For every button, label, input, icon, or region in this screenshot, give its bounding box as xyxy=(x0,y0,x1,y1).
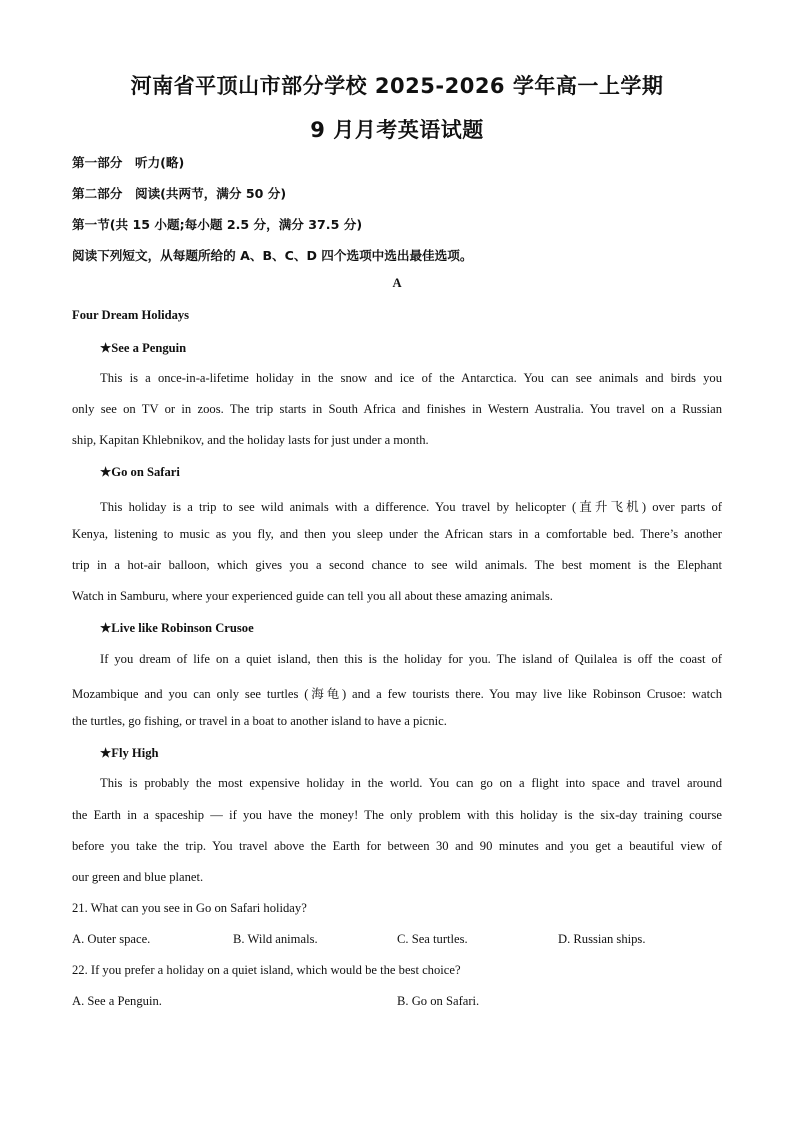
passage-title: Four Dream Holidays xyxy=(72,308,190,322)
question-21-option-c: C. Sea turtles. xyxy=(397,932,468,946)
question-21-stem: 21. What can you see in Go on Safari holiday? xyxy=(72,901,307,915)
paragraph-line: ship, Kapitan Khlebnikov, and the holiday lasts for just under a month. xyxy=(72,433,429,447)
holiday-heading-safari: ★Go on Safari xyxy=(100,465,180,479)
part1-label: 第一部分 听力(略) xyxy=(72,155,185,170)
paragraph-line: Mozambique and you can only see turtles (海龟) and a few tourists there. You may live like Robinson Crusoe: watch xyxy=(72,687,722,701)
holiday-heading-penguin: ★See a Penguin xyxy=(100,341,187,355)
holiday-heading-crusoe: ★Live like Robinson Crusoe xyxy=(100,621,254,635)
paragraph-line: This holiday is a trip to see wild animals with a difference. You travel by helicopter (直升飞机) over parts of xyxy=(100,500,722,514)
question-21-option-b: B. Wild animals. xyxy=(233,932,318,946)
holiday-heading-fly-high: ★Fly High xyxy=(100,746,159,760)
paragraph-line: Watch in Samburu, where your experienced guide can tell you all about these amazing animals. xyxy=(72,589,553,603)
paragraph-line: trip in a hot-air balloon, which gives you a second chance to see wild animals. The best moment is the Elephant xyxy=(72,558,722,572)
section1-label: 第一节(共 15 小题;每小题 2.5 分，满分 37.5 分) xyxy=(72,217,363,232)
part2-label: 第二部分 阅读(共两节，满分 50 分) xyxy=(72,186,287,201)
paragraph-line: only see on TV or in zoos. The trip starts in South Africa and finishes in Western Australia. You travel on a Russian xyxy=(72,402,722,416)
reading-instruction: 阅读下列短文，从每题所给的 A、B、C、D 四个选项中选出最佳选项。 xyxy=(72,248,473,263)
paragraph-line: This is a once-in-a-lifetime holiday in the snow and ice of the Antarctica. You can see animals and birds you xyxy=(100,371,722,385)
passage-label: A xyxy=(392,276,402,290)
question-21-option-d: D. Russian ships. xyxy=(558,932,646,946)
paragraph-line: the Earth in a spaceship — if you have the money! The only problem with this holiday is the six-day training course xyxy=(72,808,722,822)
paragraph-line: This is probably the most expensive holiday in the world. You can go on a flight into space and travel around xyxy=(100,776,722,790)
paragraph-line: our green and blue planet. xyxy=(72,870,204,884)
paragraph-line: before you take the trip. You travel above the Earth for between 30 and 90 minutes and you get a beautiful view of xyxy=(72,839,722,853)
exam-title-line2: 9 月月考英语试题 xyxy=(310,118,484,142)
paragraph-line: Kenya, listening to music as you fly, and then you sleep under the African stars in a comfortable bed. There’s another xyxy=(72,527,722,541)
question-22-option-b: B. Go on Safari. xyxy=(397,994,480,1008)
paragraph-line: the turtles, go fishing, or travel in a boat to another island to have a picnic. xyxy=(72,714,447,728)
question-22-option-a: A. See a Penguin. xyxy=(72,994,162,1008)
question-22-stem: 22. If you prefer a holiday on a quiet island, which would be the best choice? xyxy=(72,963,461,977)
paragraph-line: If you dream of life on a quiet island, then this is the holiday for you. The island of Quilalea is off the coast of xyxy=(100,652,722,666)
exam-title-line1: 河南省平顶山市部分学校 2025-2026 学年高一上学期 xyxy=(130,74,664,98)
question-21-option-a: A. Outer space. xyxy=(72,932,151,946)
